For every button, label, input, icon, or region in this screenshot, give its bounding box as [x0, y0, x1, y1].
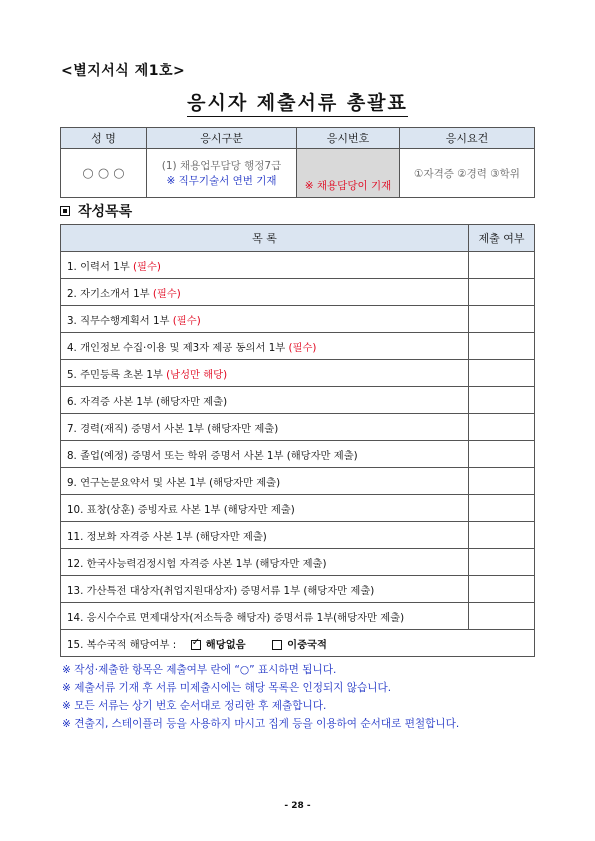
note-line: ※ 모든 서류는 상기 번호 순서대로 정리한 후 제출합니다.: [62, 700, 327, 712]
category-field[interactable]: [147, 149, 297, 198]
submission-check-cell[interactable]: [469, 522, 535, 549]
notes-block: [62, 661, 459, 733]
doc-item: [61, 522, 469, 549]
doc-item: [61, 441, 469, 468]
header-submitted: 제출 여부: [469, 225, 535, 252]
doc-item-text: 2. 자기소개서 1부: [67, 287, 153, 300]
doc-item-required-note: (필수): [172, 314, 201, 327]
table-row: [61, 360, 535, 387]
doc-item-text: 5. 주민등록 초본 1부: [67, 368, 167, 381]
note-line: ※ 작성·제출한 항목은 제출여부 란에 “○” 표시하면 됩니다.: [62, 664, 337, 676]
doc-item-text: 14. 응시수수료 면제대상자(저소득층 해당자) 증명서류 1부(해당자만 제출): [67, 611, 405, 624]
document-list-table: [60, 224, 535, 657]
doc-item-text: 4. 개인정보 수집·이용 및 제3자 제공 동의서 1부: [67, 341, 289, 354]
submission-check-cell[interactable]: [469, 387, 535, 414]
dual-citizenship-row: [61, 630, 535, 657]
doc-item-text: 9. 연구논문요약서 및 사본 1부 (해당자만 제출): [67, 476, 281, 489]
doc-item-required-note: (필수): [152, 287, 181, 300]
doc-item-text: 7. 경력(재직) 증명서 사본 1부 (해당자만 제출): [67, 422, 279, 435]
header-number: 응시번호: [297, 128, 400, 149]
number-field: ※ 채용담당이 기재: [297, 149, 400, 198]
doc-item-text: 11. 정보화 자격증 사본 1부 (해당자만 제출): [67, 530, 267, 543]
submission-check-cell[interactable]: [469, 414, 535, 441]
requirements-field[interactable]: ①자격증 ②경력 ③학위: [400, 149, 535, 198]
header-name: 성 명: [61, 128, 147, 149]
submission-check-cell[interactable]: [469, 279, 535, 306]
doc-item: [61, 360, 469, 387]
submission-check-cell[interactable]: [469, 603, 535, 630]
table-row: [61, 603, 535, 630]
option-dual-label: 이중국적: [287, 638, 327, 651]
section-heading: [60, 201, 132, 221]
doc-item-required-note: (필수): [132, 260, 161, 273]
header-list: 목 록: [61, 225, 469, 252]
page-title: [0, 88, 595, 115]
doc-item: [61, 387, 469, 414]
note-line: ※ 제출서류 기재 후 서류 미제출시에는 해당 목록은 인정되지 않습니다.: [62, 682, 392, 694]
submission-check-cell[interactable]: [469, 576, 535, 603]
docs-header-row: [61, 225, 535, 252]
doc-item: [61, 603, 469, 630]
submission-check-cell[interactable]: [469, 360, 535, 387]
doc-item-text: 8. 졸업(예정) 증명서 또는 학위 증명서 사본 1부 (해당자만 제출): [67, 449, 358, 462]
doc-item-text: 1. 이력서 1부: [67, 260, 133, 273]
table-row: [61, 468, 535, 495]
submission-check-cell[interactable]: [469, 441, 535, 468]
category-example: (1) 채용업무담당 행정7급: [161, 160, 282, 172]
dual-citizenship-cell: [61, 630, 535, 657]
option-none-label: 해당없음: [205, 638, 246, 651]
table-row: [61, 522, 535, 549]
table-row: [61, 549, 535, 576]
doc-item-text: 6. 자격증 사본 1부 (해당자만 제출): [67, 395, 228, 408]
dual-citizenship-label: 15. 복수국적 해당여부 :: [67, 638, 180, 651]
page-title-text: 응시자 제출서류 총괄표: [187, 92, 408, 117]
table-row: [61, 576, 535, 603]
doc-item-text: 13. 가산특전 대상자(취업지원대상자) 증명서류 1부 (해당자만 제출): [67, 584, 375, 597]
table-row: [61, 306, 535, 333]
doc-item-text: 3. 직무수행계획서 1부: [67, 314, 173, 327]
table-row: [61, 252, 535, 279]
doc-item: [61, 468, 469, 495]
doc-item: [61, 414, 469, 441]
doc-item: [61, 333, 469, 360]
doc-item: [61, 306, 469, 333]
info-value-row: [61, 149, 535, 198]
applicant-info-table: [60, 127, 535, 198]
checked-box-icon[interactable]: [191, 640, 201, 650]
submission-check-cell[interactable]: [469, 333, 535, 360]
table-row: [61, 279, 535, 306]
table-row: [61, 495, 535, 522]
doc-item-text: 10. 표창(상훈) 증빙자료 사본 1부 (해당자만 제출): [67, 503, 295, 516]
section-title: 작성목록: [78, 204, 133, 220]
doc-item: [61, 576, 469, 603]
submission-check-cell[interactable]: [469, 549, 535, 576]
empty-box-icon[interactable]: [272, 640, 282, 650]
page-number: - 28 -: [284, 801, 311, 811]
name-field[interactable]: ○ ○ ○: [61, 149, 147, 198]
table-row: [61, 387, 535, 414]
doc-item-required-note: (필수): [288, 341, 317, 354]
doc-item: [61, 549, 469, 576]
square-bullet-icon: [60, 206, 70, 216]
table-row: [61, 441, 535, 468]
table-row: [61, 414, 535, 441]
form-number: <별지서식 제1호>: [61, 63, 186, 79]
submission-check-cell[interactable]: [469, 468, 535, 495]
doc-item: [61, 252, 469, 279]
header-category: 응시구분: [147, 128, 297, 149]
header-requirements: 응시요건: [400, 128, 535, 149]
doc-item: [61, 279, 469, 306]
submission-check-cell[interactable]: [469, 306, 535, 333]
doc-item: [61, 495, 469, 522]
doc-item-text: 12. 한국사능력검정시험 자격증 사본 1부 (해당자만 제출): [67, 557, 327, 570]
submission-check-cell[interactable]: [469, 495, 535, 522]
doc-item-required-note: (남성만 해당): [166, 368, 228, 381]
submission-check-cell[interactable]: [469, 252, 535, 279]
note-line: ※ 견출지, 스테이플러 등을 사용하지 마시고 집게 등을 이용하여 순서대로 편철합니다.: [62, 718, 460, 730]
info-header-row: [61, 128, 535, 149]
category-instruction: ※ 직무기술서 연번 기재: [166, 175, 277, 187]
table-row: [61, 333, 535, 360]
